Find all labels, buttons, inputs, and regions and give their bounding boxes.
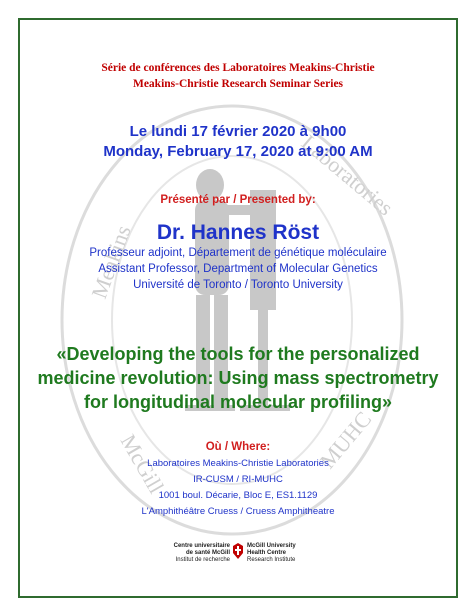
speaker-title-en: Assistant Professor, Department of Molecular Genetics bbox=[98, 263, 378, 275]
venue-line2: IR-CUSM / RI-MUHC bbox=[193, 474, 283, 485]
venue-line3: 1001 boul. Décarie, Bloc E, ES1.1129 bbox=[158, 490, 318, 501]
venue-line4: L'Amphithéâtre Cruess / Cruess Amphitheatre bbox=[141, 506, 335, 517]
speaker-university: Université de Toronto / Toronto University bbox=[133, 279, 343, 291]
date-fr: Le lundi 17 février 2020 à 9h00 bbox=[129, 123, 347, 140]
svg-text:Meakins: Meakins bbox=[86, 221, 136, 302]
presented-by-label: Présenté par / Presented by: bbox=[160, 194, 316, 206]
logo-left-line1: Centre universitaire bbox=[173, 543, 230, 549]
muhc-logo-fr bbox=[172, 543, 230, 564]
logo-right-line1: McGill University bbox=[247, 543, 296, 549]
talk-title-line2: medicine revolution: Using mass spectrometry bbox=[37, 368, 439, 388]
svg-text:MUHC: MUHC bbox=[314, 406, 377, 474]
logo-right-line3: Research Institute bbox=[247, 557, 296, 563]
date-en: Monday, February 17, 2020 at 9:00 AM bbox=[103, 143, 373, 160]
muhc-logo-en bbox=[247, 543, 317, 564]
logo-right-line2: Health Centre bbox=[247, 550, 287, 556]
speaker-name: Dr. Hannes Röst bbox=[156, 221, 320, 244]
logo-left-line3: Institut de recherche bbox=[175, 557, 230, 563]
where-label: Où / Where: bbox=[205, 441, 271, 453]
venue-line1: Laboratoires Meakins-Christie Laboratories bbox=[147, 458, 329, 469]
svg-text:Laboratories: Laboratories bbox=[296, 129, 399, 221]
svg-text:McGill: McGill bbox=[115, 430, 170, 498]
talk-title-line1: «Developing the tools for the personalized bbox=[56, 344, 420, 364]
seminar-series-fr: Série de conférences des Laboratoires Meakins-Christie bbox=[101, 62, 375, 74]
muhc-crest-icon bbox=[233, 543, 243, 559]
seminar-series-en: Meakins-Christie Research Seminar Series bbox=[132, 78, 344, 90]
talk-title-line3: for longitudinal molecular profiling» bbox=[83, 392, 392, 412]
logo-left-line2: de santé McGill bbox=[185, 550, 230, 556]
speaker-title-fr: Professeur adjoint, Département de génétique moléculaire bbox=[89, 247, 387, 259]
